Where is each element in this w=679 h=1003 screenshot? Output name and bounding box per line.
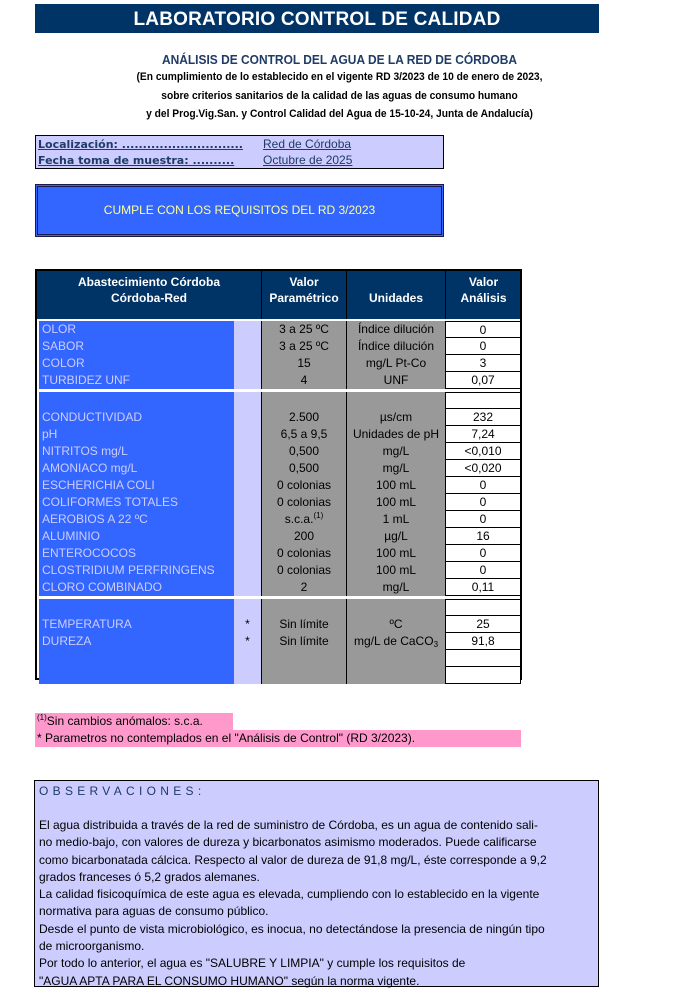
units-cell-text: µg/L	[384, 529, 408, 543]
header-param-value	[262, 271, 346, 319]
table-row	[37, 338, 520, 355]
parametric-value-cell	[261, 426, 346, 443]
location-row	[38, 137, 351, 152]
units-cell-text: mg/L	[382, 461, 410, 475]
asterisk-cell	[234, 511, 261, 528]
units-cell	[346, 545, 445, 562]
parametric-value-cell	[261, 494, 346, 511]
asterisk-cell	[234, 528, 261, 545]
observation-line: Por todo lo anterior, el agua es "SALUBRE Y LIMPIA" y cumple los requisitos de	[39, 956, 466, 971]
analysis-value-cell	[445, 426, 521, 443]
analysis-value-cell	[445, 667, 521, 684]
parametric-value-cell	[261, 443, 346, 460]
sample-info-box	[35, 135, 444, 169]
group-separator	[37, 596, 520, 598]
observation-line: grados franceses ó 5,2 grados alemanes.	[39, 869, 260, 884]
header-analysis-value	[446, 271, 521, 319]
analysis-value-cell-text: 25	[476, 617, 490, 631]
units-cell	[346, 409, 445, 426]
units-cell-text: mg/L de CaCO	[353, 634, 434, 648]
observation-line: normativa para aguas de consumo público.	[39, 904, 269, 919]
subscript: 3	[433, 640, 439, 649]
analysis-value-cell	[445, 528, 521, 545]
parametric-value-cell-text: 0 colonias	[276, 563, 332, 577]
parametric-value-cell-text: 0 colonias	[276, 478, 332, 492]
parameter-name-cell	[39, 599, 234, 616]
units-cell	[346, 562, 445, 579]
analysis-value-cell	[445, 562, 521, 579]
asterisk-cell	[234, 338, 261, 355]
units-cell	[346, 511, 445, 528]
table-row	[37, 355, 520, 372]
sample-date-value[interactable]: Octubre de 2025	[263, 153, 353, 167]
parameter-name-cell	[39, 579, 234, 596]
table-row	[37, 426, 520, 443]
parameter-name-cell	[39, 392, 234, 409]
analysis-value-cell-text: 3	[479, 356, 487, 370]
parameter-name-cell-text: ALUMINIO	[42, 529, 101, 543]
units-cell	[346, 460, 445, 477]
units-cell	[346, 667, 445, 684]
header-supply-line1: Abastecimiento Córdoba	[77, 275, 221, 289]
analysis-value-cell	[445, 599, 521, 616]
observation-line: de microorganismo.	[39, 939, 145, 954]
analysis-value-cell	[445, 355, 521, 372]
table-row	[37, 321, 520, 338]
parameter-name-cell	[39, 650, 234, 667]
parameter-name-cell-text: ESCHERICHIA COLI	[42, 478, 155, 492]
observation-line: "AGUA APTA PARA EL CONSUMO HUMANO" según la norma vigente.	[39, 973, 420, 988]
table-row	[37, 392, 520, 409]
units-cell-text: UNF	[383, 373, 409, 387]
parametric-value-cell	[261, 460, 346, 477]
parameter-name-cell	[39, 338, 234, 355]
asterisk-cell	[234, 650, 261, 667]
observations-title: OBSERVACIONES:	[39, 784, 206, 798]
parameter-name-cell	[39, 511, 234, 528]
parameter-name-cell	[39, 667, 234, 684]
asterisk-cell	[234, 616, 261, 633]
parameter-name-cell	[39, 545, 234, 562]
parametric-value-cell-text: 15	[297, 356, 311, 370]
table-row	[37, 616, 520, 633]
footnote-marker: (1)	[313, 511, 324, 520]
parameter-name-cell-text: TEMPERATURA	[42, 617, 132, 631]
analysis-value-cell-text: 0	[479, 546, 487, 560]
analysis-value-cell-text: 0	[479, 323, 487, 337]
parameter-name-cell-text: DUREZA	[42, 634, 92, 648]
asterisk-cell	[234, 443, 261, 460]
parameter-name-cell	[39, 494, 234, 511]
asterisk-cell	[234, 494, 261, 511]
asterisk-cell	[234, 321, 261, 338]
table-row	[37, 511, 520, 528]
parametric-value-cell	[261, 650, 346, 667]
table-row	[37, 579, 520, 596]
parametric-value-cell	[261, 545, 346, 562]
table-row	[37, 460, 520, 477]
analysis-value-cell	[445, 409, 521, 426]
table-row	[37, 494, 520, 511]
footnote-sca-text: Sin cambios anómalos: s.c.a.	[46, 714, 203, 728]
parametric-value-cell	[261, 562, 346, 579]
analysis-value-cell-text: <0,020	[464, 461, 502, 475]
asterisk-cell	[234, 562, 261, 579]
table-row	[37, 562, 520, 579]
parameter-name-cell-text: AMONIACO mg/L	[42, 461, 138, 475]
units-cell-text: mg/L Pt-Co	[365, 356, 427, 370]
analysis-value-cell-text: 7,24	[471, 427, 495, 441]
table-row	[37, 545, 520, 562]
parameter-name-cell-text: SABOR	[42, 339, 85, 353]
observation-line: La calidad fisicoquímica de este agua es elevada, cumpliendo con lo establecido en la vigente	[39, 887, 540, 902]
parameter-name-cell-text: NITRITOS mg/L	[42, 444, 128, 458]
asterisk-cell	[234, 460, 261, 477]
parameter-name-cell	[39, 409, 234, 426]
analysis-value-cell	[445, 650, 521, 667]
asterisk-cell-text: *	[245, 617, 250, 631]
asterisk-cell	[234, 545, 261, 562]
asterisk-cell	[234, 372, 261, 389]
units-cell	[346, 633, 445, 650]
parametric-value-cell-text: Sin límite	[279, 617, 329, 631]
legal-line-1: (En cumplimiento de lo establecido en el vigente RD 3/2023 de 10 de enero de 2023,	[136, 71, 543, 83]
parametric-value-cell	[261, 477, 346, 494]
units-cell	[346, 579, 445, 596]
legal-line-3: y del Prog.Vig.San. y Control Calidad del Agua de 15-10-24, Junta de Andalucía)	[146, 108, 533, 120]
sample-date-label: Fecha toma de muestra: ..........	[38, 154, 235, 167]
asterisk-cell	[234, 426, 261, 443]
parameter-name-cell-text: CLOSTRIDIUM PERFRINGENS	[42, 563, 215, 577]
analysis-value-cell	[445, 579, 521, 596]
parameter-name-cell-text: COLIFORMES TOTALES	[42, 495, 179, 509]
table-row	[37, 667, 520, 684]
analysis-value-cell	[445, 511, 521, 528]
parameter-name-cell	[39, 528, 234, 545]
table-row	[37, 409, 520, 426]
units-cell-text: Índice dilución	[357, 339, 435, 353]
parametric-value-cell	[261, 579, 346, 596]
asterisk-cell	[234, 477, 261, 494]
units-cell	[346, 528, 445, 545]
parameter-name-cell	[39, 372, 234, 389]
analysis-value-cell-text: 91,8	[471, 634, 495, 648]
parametric-value-cell-text: 2.500	[288, 410, 320, 424]
parameter-name-cell-text: TURBIDEZ UNF	[42, 373, 130, 387]
parameter-name-cell	[39, 562, 234, 579]
units-cell	[346, 650, 445, 667]
analysis-value-cell-text: 0,11	[471, 580, 495, 594]
asterisk-cell	[234, 355, 261, 372]
analysis-value-cell	[445, 443, 521, 460]
table-row	[37, 477, 520, 494]
parametric-value-cell	[261, 616, 346, 633]
units-cell-text: mg/L	[382, 444, 410, 458]
header-units: Unidades	[368, 291, 423, 305]
header-value-line2: Análisis	[460, 291, 507, 305]
analysis-table	[35, 269, 522, 680]
units-cell	[346, 372, 445, 389]
units-cell	[346, 477, 445, 494]
analysis-value-cell-text: 0	[479, 478, 487, 492]
asterisk-cell	[234, 409, 261, 426]
footnote-marker: (1)	[37, 713, 47, 722]
units-cell	[346, 599, 445, 616]
analysis-value-cell	[445, 392, 521, 409]
table-row	[37, 599, 520, 616]
units-cell-text: ºC	[389, 617, 403, 631]
analysis-value-cell	[445, 477, 521, 494]
parametric-value-cell	[261, 321, 346, 338]
parameter-name-cell-text: pH	[42, 427, 58, 441]
analysis-value-cell-text: 0,07	[471, 373, 495, 387]
units-cell-text: 100 mL	[375, 495, 417, 509]
report-subtitle: ANÁLISIS DE CONTROL DEL AGUA DE LA RED DE CÓRDOBA	[161, 52, 518, 67]
parametric-value-cell-text: s.c.a.	[284, 512, 314, 526]
analysis-value-cell	[445, 372, 521, 389]
analysis-value-cell-text: 16	[476, 529, 490, 543]
units-cell	[346, 355, 445, 372]
units-cell	[346, 392, 445, 409]
table-row	[37, 372, 520, 389]
parametric-value-cell	[261, 528, 346, 545]
units-cell-text: 100 mL	[375, 478, 417, 492]
analysis-value-cell-text: 0	[479, 563, 487, 577]
units-cell-text: Unidades de pH	[352, 427, 440, 441]
parametric-value-cell	[261, 409, 346, 426]
location-label: Localización: .............................	[38, 138, 243, 151]
analysis-value-cell	[445, 633, 521, 650]
parameter-name-cell	[39, 616, 234, 633]
group-separator	[37, 389, 520, 391]
parameter-name-cell-text: ENTEROCOCOS	[42, 546, 137, 560]
parametric-value-cell-text: 6,5 a 9,5	[280, 427, 328, 441]
analysis-value-cell-text: 0	[479, 495, 487, 509]
parametric-value-cell-text: 0,500	[288, 444, 320, 458]
parametric-value-cell	[261, 392, 346, 409]
table-row	[37, 650, 520, 667]
parametric-value-cell-text: 4	[300, 373, 308, 387]
parametric-value-cell	[261, 511, 346, 528]
parametric-value-cell-text: 0 colonias	[276, 495, 332, 509]
units-cell-text: mg/L	[382, 580, 410, 594]
units-cell-text: 1 mL	[382, 512, 410, 526]
header-param-line2: Paramétrico	[269, 291, 339, 305]
parameter-name-cell-text: OLOR	[42, 322, 77, 336]
parameter-name-cell-text: COLOR	[42, 356, 85, 370]
units-cell	[346, 616, 445, 633]
asterisk-cell	[234, 579, 261, 596]
units-cell	[346, 321, 445, 338]
compliance-status-box: CUMPLE CON LOS REQUISITOS DEL RD 3/2023	[35, 184, 444, 237]
parametric-value-cell-text: Sin límite	[279, 634, 329, 648]
parametric-value-cell	[261, 372, 346, 389]
observations-box	[34, 780, 599, 987]
table-row	[37, 633, 520, 650]
units-cell-text: 100 mL	[375, 546, 417, 560]
analysis-value-cell	[445, 460, 521, 477]
units-cell	[346, 426, 445, 443]
units-cell-text: Índice dilución	[357, 322, 435, 336]
header-supply	[37, 271, 261, 319]
header-value-line1: Valor	[468, 275, 499, 289]
parametric-value-cell	[261, 633, 346, 650]
parametric-value-cell	[261, 338, 346, 355]
sample-date-row	[38, 153, 352, 168]
analysis-value-cell	[445, 321, 521, 338]
table-row	[37, 528, 520, 545]
analysis-value-cell	[445, 545, 521, 562]
units-cell-text: 100 mL	[375, 563, 417, 577]
asterisk-cell	[234, 392, 261, 409]
observation-line: como bicarbonatada cálcica. Respecto al valor de dureza de 91,8 mg/L, éste corresponde a 9,2	[39, 852, 547, 867]
units-cell	[346, 443, 445, 460]
parameter-name-cell	[39, 321, 234, 338]
parametric-value-cell	[261, 667, 346, 684]
asterisk-cell-text: *	[245, 634, 250, 648]
footnote-sca	[35, 713, 233, 730]
parameter-name-cell	[39, 633, 234, 650]
parametric-value-cell-text: 0 colonias	[276, 546, 332, 560]
parameter-name-cell-text: AEROBIOS A 22 ºC	[42, 512, 148, 526]
analysis-value-cell-text: <0,010	[464, 444, 502, 458]
analysis-value-cell-text: 0	[479, 339, 487, 353]
observation-line: Desde el punto de vista microbiológico, es inocua, no detectándose la presencia de ningún tipo	[39, 921, 545, 936]
table-row	[37, 443, 520, 460]
units-cell	[346, 338, 445, 355]
legal-line-2: sobre criterios sanitarios de la calidad de las aguas de consumo humano	[161, 89, 518, 102]
parametric-value-cell-text: 200	[293, 529, 315, 543]
parametric-value-cell	[261, 599, 346, 616]
asterisk-cell	[234, 633, 261, 650]
parameter-name-cell	[39, 426, 234, 443]
lab-title-banner: LABORATORIO CONTROL DE CALIDAD	[35, 4, 599, 33]
parameter-name-cell	[39, 443, 234, 460]
parametric-value-cell-text: 3 a 25 ºC	[279, 322, 329, 336]
header-param-line1: Valor	[289, 275, 319, 289]
parameter-name-cell	[39, 477, 234, 494]
units-cell	[346, 494, 445, 511]
asterisk-cell	[234, 667, 261, 684]
units-cell-text: µs/cm	[379, 410, 413, 424]
parameter-name-cell-text: CLORO COMBINADO	[42, 580, 163, 594]
asterisk-cell	[234, 599, 261, 616]
parametric-value-cell-text: 2	[300, 580, 308, 594]
analysis-value-cell	[445, 338, 521, 355]
parametric-value-cell	[261, 355, 346, 372]
parametric-value-cell-text: 3 a 25 ºC	[279, 339, 329, 353]
analysis-value-cell	[445, 494, 521, 511]
analysis-value-cell-text: 0	[479, 512, 487, 526]
parametric-value-cell-text: 0,500	[288, 461, 320, 475]
legal-reference	[24, 68, 655, 124]
parameter-name-cell	[39, 355, 234, 372]
parameter-name-cell	[39, 460, 234, 477]
table-body	[37, 319, 520, 678]
observation-line: El agua distribuida a través de la red de suministro de Córdoba, es un agua de contenido sali-	[39, 818, 538, 832]
header-supply-line2: Córdoba-Red	[111, 291, 187, 305]
location-value[interactable]: Red de Córdoba	[263, 137, 352, 151]
parameter-name-cell-text: CONDUCTIVIDAD	[42, 410, 143, 424]
analysis-value-cell-text: 232	[472, 410, 494, 424]
observations-text	[39, 817, 594, 990]
analysis-value-cell	[445, 616, 521, 633]
footnote-asterisk: * Parametros no contemplados en el "Análisis de Control" (RD 3/2023).	[35, 730, 521, 747]
observation-line: no medio-bajo, con valores de dureza y bicarbonatos asimismo moderados. Puede calificarse	[39, 835, 537, 850]
